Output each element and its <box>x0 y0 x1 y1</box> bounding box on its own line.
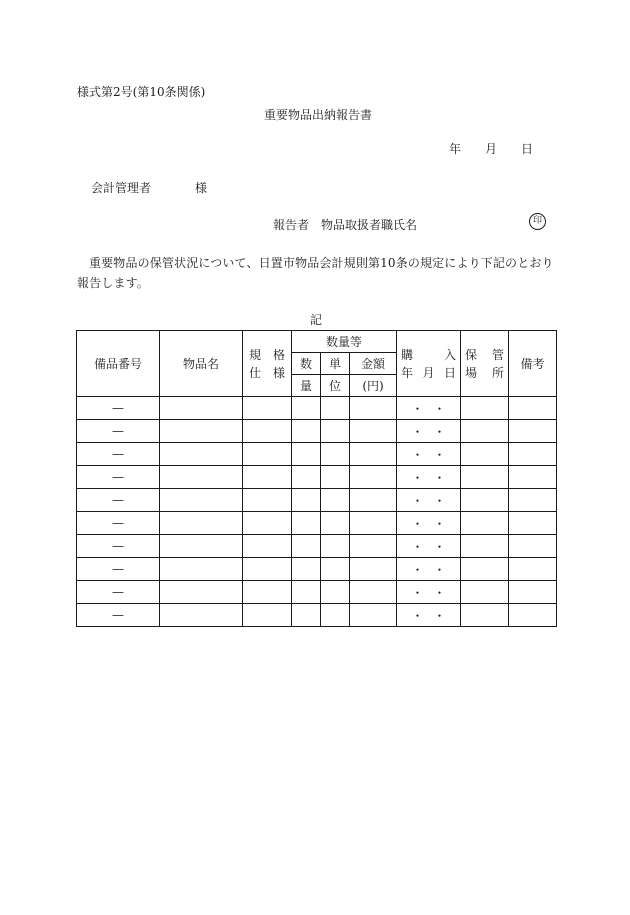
cell-unit <box>321 535 350 558</box>
storage-char-3: 場 <box>465 365 478 380</box>
cell-item-name <box>160 466 243 489</box>
cell-amount <box>350 420 397 443</box>
header-storage-place <box>461 331 509 397</box>
purchase-month: 月 <box>422 365 435 380</box>
date-separator-dot: ・ <box>433 539 446 554</box>
cell-item-number: — <box>77 489 160 512</box>
date-year-label: 年 <box>449 142 462 156</box>
header-unit-top: 単 <box>321 353 350 375</box>
cell-item-name <box>160 581 243 604</box>
addressee-line <box>91 179 207 196</box>
cell-remarks <box>509 443 557 466</box>
cell-spec <box>243 489 292 512</box>
cell-quantity <box>292 420 321 443</box>
cell-remarks <box>509 466 557 489</box>
cell-spec <box>243 558 292 581</box>
cell-unit <box>321 558 350 581</box>
header-item-number: 備品番号 <box>77 331 160 397</box>
cell-remarks <box>509 604 557 627</box>
date-month-label: 月 <box>485 142 498 156</box>
spec-char-3: 仕 <box>249 365 262 380</box>
date-separator-dot: ・ <box>411 585 424 600</box>
cell-item-name <box>160 489 243 512</box>
header-item-name: 物品名 <box>160 331 243 397</box>
cell-amount <box>350 397 397 420</box>
date-separator-dot: ・ <box>411 424 424 439</box>
cell-spec <box>243 420 292 443</box>
cell-storage-place <box>461 558 509 581</box>
cell-item-number: — <box>77 581 160 604</box>
cell-item-name <box>160 443 243 466</box>
table-row <box>77 420 557 443</box>
cell-spec <box>243 466 292 489</box>
cell-storage-place <box>461 466 509 489</box>
cell-quantity <box>292 558 321 581</box>
cell-unit <box>321 489 350 512</box>
table-row <box>77 466 557 489</box>
cell-storage-place <box>461 535 509 558</box>
cell-remarks <box>509 558 557 581</box>
cell-unit <box>321 604 350 627</box>
cell-amount <box>350 512 397 535</box>
cell-storage-place <box>461 420 509 443</box>
cell-unit <box>321 397 350 420</box>
date-dots <box>407 471 451 485</box>
header-quantity-group: 数量等 <box>292 331 397 353</box>
cell-item-number: — <box>77 535 160 558</box>
date-separator-dot: ・ <box>411 493 424 508</box>
ki-heading: 記 <box>310 313 323 327</box>
cell-purchase-date <box>397 535 461 558</box>
cell-purchase-date <box>397 512 461 535</box>
table-row <box>77 535 557 558</box>
table-row <box>77 443 557 466</box>
cell-item-name <box>160 535 243 558</box>
cell-storage-place <box>461 489 509 512</box>
date-separator-dot: ・ <box>433 562 446 577</box>
seal-mark: 印 <box>529 213 546 230</box>
reporter-label: 報告者 <box>273 218 310 232</box>
cell-quantity <box>292 512 321 535</box>
cell-amount <box>350 581 397 604</box>
purchase-char-1: 購 <box>401 347 414 362</box>
cell-spec <box>243 397 292 420</box>
cell-remarks <box>509 581 557 604</box>
header-amount-bottom: (円) <box>350 375 397 397</box>
date-separator-dot: ・ <box>433 608 446 623</box>
cell-unit <box>321 420 350 443</box>
cell-item-number: — <box>77 466 160 489</box>
cell-remarks <box>509 512 557 535</box>
body-text: 重要物品の保管状況について、日置市物品会計規則第10条の規定により下記のとおり報告します。 <box>77 256 554 290</box>
cell-item-name <box>160 512 243 535</box>
spec-char-4: 様 <box>272 365 285 380</box>
cell-purchase-date <box>397 466 461 489</box>
cell-quantity <box>292 466 321 489</box>
honorific: 様 <box>195 181 208 195</box>
cell-item-name <box>160 420 243 443</box>
cell-storage-place <box>461 512 509 535</box>
purchase-year: 年 <box>401 365 414 380</box>
table-row <box>77 558 557 581</box>
date-separator-dot: ・ <box>411 539 424 554</box>
cell-storage-place <box>461 581 509 604</box>
cell-item-number: — <box>77 604 160 627</box>
date-dots <box>407 540 451 554</box>
cell-spec <box>243 443 292 466</box>
cell-purchase-date <box>397 397 461 420</box>
addressee-title: 会計管理者 <box>91 181 152 195</box>
header-amount-top: 金額 <box>350 353 397 375</box>
cell-quantity <box>292 581 321 604</box>
cell-unit <box>321 443 350 466</box>
date-day-label: 日 <box>521 142 534 156</box>
cell-purchase-date <box>397 558 461 581</box>
header-quantity-bottom: 量 <box>292 375 321 397</box>
cell-item-name <box>160 558 243 581</box>
cell-remarks <box>509 397 557 420</box>
cell-item-number: — <box>77 512 160 535</box>
cell-amount <box>350 489 397 512</box>
purchase-day: 日 <box>443 365 456 380</box>
table-row <box>77 489 557 512</box>
date-separator-dot: ・ <box>411 516 424 531</box>
cell-purchase-date <box>397 581 461 604</box>
cell-amount <box>350 466 397 489</box>
cell-purchase-date <box>397 489 461 512</box>
date-separator-dot: ・ <box>433 401 446 416</box>
cell-storage-place <box>461 443 509 466</box>
cell-item-number: — <box>77 397 160 420</box>
date-separator-dot: ・ <box>411 562 424 577</box>
cell-quantity <box>292 604 321 627</box>
cell-amount <box>350 558 397 581</box>
date-dots <box>407 425 451 439</box>
form-number: 様式第2号(第10条関係) <box>77 85 206 99</box>
cell-storage-place <box>461 397 509 420</box>
date-dots <box>407 609 451 623</box>
header-unit-bottom: 位 <box>321 375 350 397</box>
date-separator-dot: ・ <box>411 470 424 485</box>
cell-item-number: — <box>77 420 160 443</box>
date-separator-dot: ・ <box>433 585 446 600</box>
cell-remarks <box>509 489 557 512</box>
cell-purchase-date <box>397 604 461 627</box>
date-separator-dot: ・ <box>433 493 446 508</box>
date-separator-dot: ・ <box>411 447 424 462</box>
cell-purchase-date <box>397 420 461 443</box>
cell-quantity <box>292 443 321 466</box>
date-dots <box>407 563 451 577</box>
purchase-char-2: 入 <box>443 347 456 362</box>
date-dots <box>407 448 451 462</box>
cell-item-number: — <box>77 558 160 581</box>
cell-amount <box>350 443 397 466</box>
cell-item-name <box>160 397 243 420</box>
date-dots <box>407 586 451 600</box>
table-row <box>77 512 557 535</box>
date-separator-dot: ・ <box>411 608 424 623</box>
table-row <box>77 397 557 420</box>
cell-quantity <box>292 397 321 420</box>
header-spec <box>243 331 292 397</box>
cell-item-name <box>160 604 243 627</box>
cell-purchase-date <box>397 443 461 466</box>
table-row <box>77 581 557 604</box>
cell-quantity <box>292 489 321 512</box>
cell-spec <box>243 535 292 558</box>
header-quantity-top: 数 <box>292 353 321 375</box>
cell-remarks <box>509 535 557 558</box>
cell-amount <box>350 604 397 627</box>
date-separator-dot: ・ <box>433 424 446 439</box>
cell-storage-place <box>461 604 509 627</box>
date-separator-dot: ・ <box>433 470 446 485</box>
storage-char-2: 管 <box>491 347 504 362</box>
date-dots <box>407 517 451 531</box>
cell-amount <box>350 535 397 558</box>
cell-unit <box>321 466 350 489</box>
storage-char-1: 保 <box>465 347 478 362</box>
cell-quantity <box>292 535 321 558</box>
date-line <box>449 140 533 157</box>
header-remarks: 備考 <box>509 331 557 397</box>
header-purchase-date <box>397 331 461 397</box>
date-dots <box>407 494 451 508</box>
date-separator-dot: ・ <box>433 516 446 531</box>
storage-char-4: 所 <box>491 365 504 380</box>
document-title: 重要物品出納報告書 <box>264 108 373 122</box>
cell-unit <box>321 512 350 535</box>
cell-spec <box>243 604 292 627</box>
date-separator-dot: ・ <box>411 401 424 416</box>
cell-remarks <box>509 420 557 443</box>
spec-char-1: 規 <box>249 347 262 362</box>
cell-spec <box>243 512 292 535</box>
date-separator-dot: ・ <box>433 447 446 462</box>
cell-unit <box>321 581 350 604</box>
reporter-line <box>273 216 417 233</box>
cell-item-number: — <box>77 443 160 466</box>
spec-char-2: 格 <box>272 347 285 362</box>
inventory-table <box>76 330 557 627</box>
cell-spec <box>243 581 292 604</box>
reporter-name-label: 物品取扱者職氏名 <box>321 218 418 232</box>
table-row <box>77 604 557 627</box>
date-dots <box>407 402 451 416</box>
